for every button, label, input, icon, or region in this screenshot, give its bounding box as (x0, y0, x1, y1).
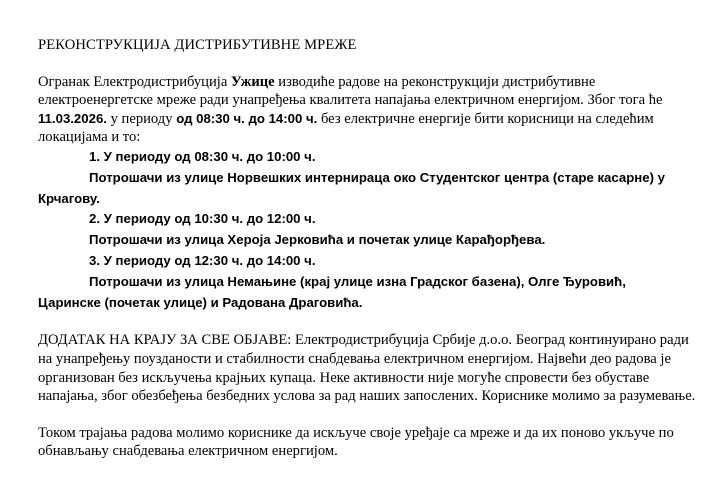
intro-text-4: без електричне енергије бити корисници на следећим локацијама и то: (38, 110, 654, 146)
schedule-consumers-2: Потрошачи из улица Хероја Јерковића и почетак улице Карађорђева. (89, 232, 546, 248)
intro-text-2: изводиће радове на реконструкцији дистрибутивне електроенергетске мреже ради унапређења квалитета напајања електричном енергијом. Због тога ће (38, 73, 663, 109)
addendum-paragraph: ДОДАТАК НА КРАЈУ ЗА СВЕ ОБЈАВЕ: Електродистрибуција Србије д.о.о. Београд континуирано ради на унапређењу поузданости и стабилности снабдевања електричном енергијом. Највећи део радова је организован без искључења крајњих купаца. Неке активности није могуће спровести без обуставе напајања, због обезбеђења безбедних услова за рад наших запослених. Кориснике молимо за разумевање. (38, 332, 696, 405)
intro-text-3: у периоду (106, 110, 177, 127)
schedule-consumers-1: Потрошачи из улице Норвешких интернираца око Студентског центра (старе касарне) у (89, 169, 665, 185)
intro-city: Ужице (230, 73, 275, 90)
schedule-consumers-3: Потрошачи из улица Немањине (крај улице изна Градског базена), Олге Ђуровић, (89, 273, 626, 289)
intro-text-1: Огранак Електродистрибуција (38, 73, 231, 90)
schedule-period-1: 1. У периоду од 08:30 ч. до 10:00 ч. (89, 148, 316, 164)
schedule-period-2: 2. У периоду од 10:30 ч. до 12:00 ч. (89, 211, 316, 227)
spacer (38, 406, 706, 424)
schedule-list (38, 147, 706, 313)
schedule-consumers-1-cont: Крчагову. (38, 190, 100, 206)
intro-date: 11.03.2026. (38, 110, 107, 126)
intro-paragraph (38, 73, 706, 147)
spacer (38, 313, 706, 331)
schedule-consumers-3-cont: Царинске (почетак улице) и Радована Драговића. (38, 294, 363, 310)
closing-paragraph: Током трајања радова молимо кориснике да искључе своје уређаје са мреже и да их поново укључе по обнављању снабдевања електричном енергијом. (38, 424, 674, 460)
schedule-period-3: 3. У периоду од 12:30 ч. до 14:00 ч. (89, 252, 316, 268)
intro-time-range: од 08:30 ч. до 14:00 ч. (176, 110, 318, 126)
notice-title: РЕКОНСТРУКЦИЈА ДИСТРИБУТИВНЕ МРЕЖЕ (38, 37, 357, 53)
notice-document (38, 36, 706, 461)
